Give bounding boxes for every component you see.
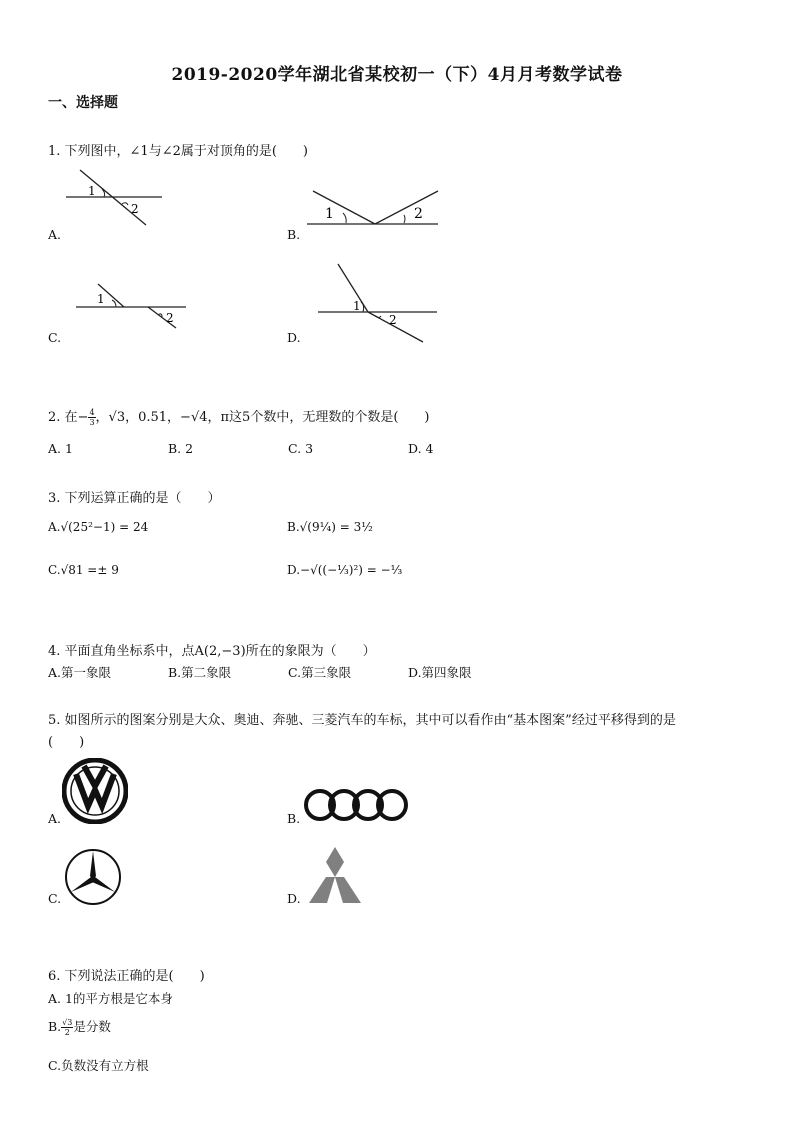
q3-option-c[interactable]: C.√81 =± 9 <box>48 563 119 577</box>
q2-option-d[interactable]: D. 4 <box>408 441 434 456</box>
q5-option-a[interactable]: A. <box>48 811 62 826</box>
q6-option-c[interactable]: C.负数没有立方根 <box>48 1058 149 1073</box>
q2-stem-suffix: 这5个数中，无理数的个数是( ) <box>229 410 430 425</box>
angle-2-label: 2 <box>131 202 139 216</box>
q1-figure-d <box>315 262 445 344</box>
q4-option-d[interactable]: D.第四象限 <box>408 665 472 680</box>
question-4-stem: 4. 平面直角坐标系中，点A(2,−3)所在的象限为（ ） <box>48 644 376 659</box>
q2-option-a[interactable]: A. 1 <box>48 441 73 456</box>
angle-1-label: 1 <box>353 299 361 313</box>
q5-option-c[interactable]: C. <box>48 891 62 906</box>
question-2-stem <box>48 406 429 427</box>
question-5-stem: 5. 如图所示的图案分别是大众、奥迪、奔驰、三菱汽车的车标，其中可以看作由“基本图案”经过平移得到的是 <box>48 713 676 728</box>
q1-figure-a <box>60 165 170 230</box>
q6-fraction: $\frac{√3}{2}$ <box>62 1018 73 1037</box>
q3-option-b[interactable]: B.√(9¼) = 3½ <box>287 520 373 534</box>
q1-option-c[interactable]: C. <box>48 330 62 345</box>
angle-2-label: 2 <box>389 313 397 327</box>
question-1-stem: 1. 下列图中，∠1与∠2属于对顶角的是( ) <box>48 144 309 159</box>
q4-option-b[interactable]: B.第二象限 <box>168 665 232 680</box>
angle-1-label: 1 <box>88 184 96 198</box>
question-6-stem: 6. 下列说法正确的是( ) <box>48 969 205 984</box>
vw-logo-icon <box>62 758 128 824</box>
angle-2-label: 2 <box>166 311 174 325</box>
q3-option-a[interactable]: A.√(25²−1) = 24 <box>48 520 149 534</box>
angle-2-label: 2 <box>414 206 423 222</box>
page-title: 2019-2020学年湖北省某校初一（下）4月月考数学试卷 <box>171 65 623 85</box>
section-heading: 一、选择题 <box>48 95 118 111</box>
question-5-stem-cont: ( ) <box>48 735 85 750</box>
q2-neg-sign: − <box>77 410 89 425</box>
q1-figure-b <box>305 185 445 230</box>
q1-option-b[interactable]: B. <box>287 227 301 242</box>
angle-1-label: 1 <box>97 292 105 306</box>
q6-option-a[interactable]: A. 1的平方根是它本身 <box>48 991 173 1006</box>
q4-option-c[interactable]: C.第三象限 <box>288 665 352 680</box>
q4-option-a[interactable]: A.第一象限 <box>48 665 112 680</box>
q1-figure-c <box>72 282 192 332</box>
q2-stem-prefix: 2. 在 <box>48 410 78 425</box>
mitsubishi-logo-icon <box>303 845 367 905</box>
q2-fraction: $\frac{4}{3}$ <box>89 408 95 427</box>
q6-option-b-prefix: B. <box>48 1019 62 1034</box>
q1-option-d[interactable]: D. <box>287 330 301 345</box>
q3-option-d[interactable]: D.−√((−⅓)²) = −⅓ <box>287 563 403 577</box>
q6-option-b[interactable] <box>48 1017 111 1037</box>
q5-option-b[interactable]: B. <box>287 811 301 826</box>
audi-logo-icon <box>303 788 409 822</box>
q2-numbers: ，√3，0.51，−√4，π <box>95 410 230 425</box>
mercedes-logo-icon <box>63 847 123 907</box>
q2-option-b[interactable]: B. 2 <box>168 441 194 456</box>
q2-option-c[interactable]: C. 3 <box>288 441 314 456</box>
q5-option-d[interactable]: D. <box>287 891 301 906</box>
angle-1-label: 1 <box>325 206 334 222</box>
q1-option-a[interactable]: A. <box>48 227 62 242</box>
question-3-stem: 3. 下列运算正确的是（ ） <box>48 491 221 506</box>
q6-option-b-suffix: 是分数 <box>73 1019 111 1034</box>
